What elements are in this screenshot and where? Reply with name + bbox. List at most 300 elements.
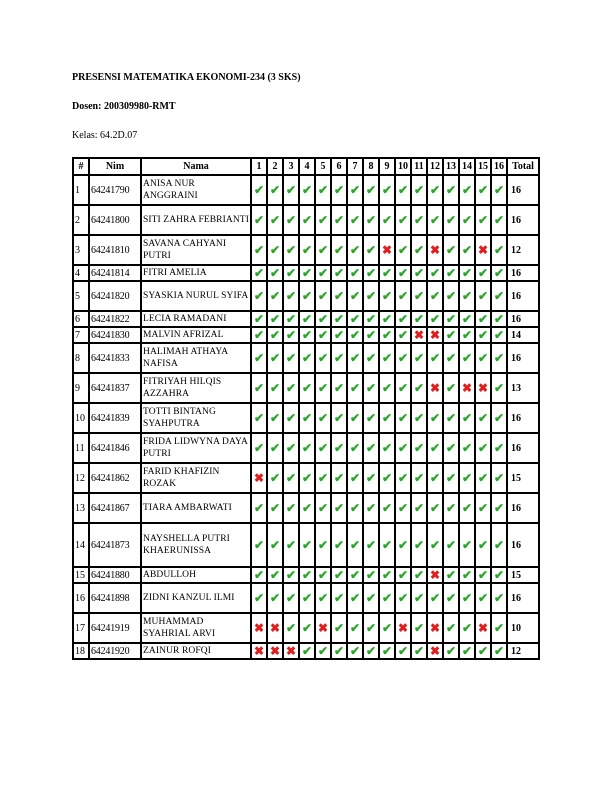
row-number: 4 [73, 265, 89, 281]
total-count: 12 [507, 235, 539, 265]
check-icon: ✔ [253, 568, 265, 582]
check-icon: ✔ [317, 381, 329, 395]
attendance-cell [443, 493, 459, 523]
total-count: 12 [507, 643, 539, 659]
check-icon: ✔ [253, 351, 265, 365]
check-icon: ✔ [397, 411, 409, 425]
attendance-cell [411, 643, 427, 659]
attendance-cell [299, 643, 315, 659]
attendance-cell [427, 373, 443, 403]
table-row [73, 433, 539, 463]
student-nim: 64241837 [89, 373, 141, 403]
col-header-session: 13 [443, 158, 459, 175]
check-icon: ✔ [285, 501, 297, 515]
attendance-cell [283, 463, 299, 493]
attendance-cell [427, 327, 443, 343]
attendance-cell [491, 311, 507, 327]
student-name: MUHAMMAD SYAHRIAL ARVI [141, 613, 251, 643]
attendance-cell [283, 373, 299, 403]
attendance-cell [315, 433, 331, 463]
check-icon: ✔ [493, 266, 505, 280]
attendance-cell [363, 643, 379, 659]
check-icon: ✔ [349, 213, 361, 227]
student-nim: 64241833 [89, 343, 141, 373]
check-icon: ✔ [477, 568, 489, 582]
check-icon: ✔ [317, 568, 329, 582]
attendance-cell [459, 433, 475, 463]
total-count: 10 [507, 613, 539, 643]
attendance-cell [283, 523, 299, 567]
attendance-cell [395, 463, 411, 493]
attendance-cell [299, 403, 315, 433]
check-icon: ✔ [365, 538, 377, 552]
attendance-cell [379, 373, 395, 403]
attendance-cell [251, 567, 267, 583]
check-icon: ✔ [413, 351, 425, 365]
cross-icon: ✖ [429, 243, 441, 257]
check-icon: ✔ [365, 591, 377, 605]
check-icon: ✔ [381, 501, 393, 515]
col-header-session: 9 [379, 158, 395, 175]
student-name: NAYSHELLA PUTRI KHAERUNISSA [141, 523, 251, 567]
attendance-cell [427, 493, 443, 523]
attendance-cell [331, 567, 347, 583]
check-icon: ✔ [285, 266, 297, 280]
attendance-cell [331, 265, 347, 281]
attendance-cell [459, 311, 475, 327]
check-icon: ✔ [445, 538, 457, 552]
check-icon: ✔ [397, 591, 409, 605]
check-icon: ✔ [301, 351, 313, 365]
attendance-cell [363, 567, 379, 583]
check-icon: ✔ [445, 441, 457, 455]
check-icon: ✔ [317, 471, 329, 485]
student-nim: 64241920 [89, 643, 141, 659]
table-row [73, 463, 539, 493]
attendance-cell [315, 373, 331, 403]
attendance-cell [443, 175, 459, 205]
attendance-cell [299, 175, 315, 205]
attendance-cell [315, 281, 331, 311]
check-icon: ✔ [349, 644, 361, 658]
check-icon: ✔ [349, 538, 361, 552]
attendance-cell [251, 235, 267, 265]
attendance-cell [347, 523, 363, 567]
attendance-cell [315, 403, 331, 433]
attendance-cell [267, 343, 283, 373]
attendance-cell [331, 175, 347, 205]
attendance-cell [299, 583, 315, 613]
check-icon: ✔ [269, 289, 281, 303]
attendance-cell [379, 403, 395, 433]
check-icon: ✔ [397, 471, 409, 485]
check-icon: ✔ [301, 328, 313, 342]
check-icon: ✔ [413, 266, 425, 280]
attendance-cell [411, 583, 427, 613]
cross-icon: ✖ [461, 381, 473, 395]
attendance-cell [491, 205, 507, 235]
student-name: LECIA RAMADANI [141, 311, 251, 327]
check-icon: ✔ [429, 213, 441, 227]
check-icon: ✔ [461, 266, 473, 280]
check-icon: ✔ [317, 266, 329, 280]
check-icon: ✔ [461, 621, 473, 635]
attendance-cell [443, 403, 459, 433]
attendance-cell [251, 175, 267, 205]
check-icon: ✔ [285, 183, 297, 197]
check-icon: ✔ [413, 538, 425, 552]
total-count: 15 [507, 567, 539, 583]
attendance-cell [475, 523, 491, 567]
check-icon: ✔ [333, 644, 345, 658]
attendance-cell [347, 493, 363, 523]
attendance-cell [459, 463, 475, 493]
table-row [73, 205, 539, 235]
col-header-session: 12 [427, 158, 443, 175]
attendance-cell [267, 311, 283, 327]
student-name: FITRI AMELIA [141, 265, 251, 281]
row-number: 3 [73, 235, 89, 265]
attendance-cell [395, 567, 411, 583]
attendance-cell [331, 311, 347, 327]
check-icon: ✔ [493, 351, 505, 365]
total-count: 16 [507, 523, 539, 567]
check-icon: ✔ [301, 441, 313, 455]
row-number: 17 [73, 613, 89, 643]
attendance-cell [315, 175, 331, 205]
attendance-cell [459, 235, 475, 265]
col-header-total: Total [507, 158, 539, 175]
attendance-cell [427, 235, 443, 265]
attendance-cell [379, 327, 395, 343]
attendance-cell [459, 373, 475, 403]
check-icon: ✔ [461, 501, 473, 515]
check-icon: ✔ [493, 381, 505, 395]
check-icon: ✔ [285, 312, 297, 326]
attendance-table [72, 157, 540, 660]
check-icon: ✔ [445, 501, 457, 515]
attendance-cell [395, 493, 411, 523]
attendance-cell [443, 281, 459, 311]
col-header-session: 10 [395, 158, 411, 175]
check-icon: ✔ [349, 289, 361, 303]
attendance-cell [411, 493, 427, 523]
check-icon: ✔ [349, 183, 361, 197]
check-icon: ✔ [397, 501, 409, 515]
attendance-cell [411, 463, 427, 493]
student-name: TIARA AMBARWATI [141, 493, 251, 523]
row-number: 13 [73, 493, 89, 523]
check-icon: ✔ [269, 213, 281, 227]
check-icon: ✔ [317, 411, 329, 425]
check-icon: ✔ [381, 312, 393, 326]
row-number: 10 [73, 403, 89, 433]
attendance-cell [267, 373, 283, 403]
table-row [73, 523, 539, 567]
check-icon: ✔ [253, 328, 265, 342]
check-icon: ✔ [301, 183, 313, 197]
check-icon: ✔ [413, 243, 425, 257]
check-icon: ✔ [253, 591, 265, 605]
attendance-cell [379, 523, 395, 567]
check-icon: ✔ [445, 591, 457, 605]
attendance-cell [299, 327, 315, 343]
check-icon: ✔ [493, 213, 505, 227]
attendance-cell [395, 235, 411, 265]
attendance-cell [299, 463, 315, 493]
col-header-no: # [73, 158, 89, 175]
check-icon: ✔ [333, 213, 345, 227]
attendance-cell [363, 583, 379, 613]
attendance-cell [363, 175, 379, 205]
check-icon: ✔ [493, 411, 505, 425]
attendance-cell [475, 281, 491, 311]
check-icon: ✔ [253, 441, 265, 455]
check-icon: ✔ [253, 266, 265, 280]
check-icon: ✔ [269, 538, 281, 552]
total-count: 13 [507, 373, 539, 403]
attendance-cell [267, 175, 283, 205]
check-icon: ✔ [285, 538, 297, 552]
attendance-cell [459, 583, 475, 613]
check-icon: ✔ [445, 213, 457, 227]
attendance-cell [251, 403, 267, 433]
attendance-cell [491, 493, 507, 523]
student-nim: 64241846 [89, 433, 141, 463]
check-icon: ✔ [349, 591, 361, 605]
student-nim: 64241898 [89, 583, 141, 613]
check-icon: ✔ [477, 501, 489, 515]
col-header-session: 2 [267, 158, 283, 175]
attendance-cell [267, 281, 283, 311]
attendance-cell [459, 327, 475, 343]
student-nim: 64241839 [89, 403, 141, 433]
check-icon: ✔ [461, 183, 473, 197]
check-icon: ✔ [461, 538, 473, 552]
check-icon: ✔ [317, 591, 329, 605]
attendance-cell [491, 463, 507, 493]
check-icon: ✔ [429, 501, 441, 515]
cross-icon: ✖ [397, 621, 409, 635]
check-icon: ✔ [333, 183, 345, 197]
col-header-session: 6 [331, 158, 347, 175]
check-icon: ✔ [413, 568, 425, 582]
attendance-cell [395, 433, 411, 463]
check-icon: ✔ [285, 289, 297, 303]
attendance-cell [459, 265, 475, 281]
table-row [73, 327, 539, 343]
check-icon: ✔ [333, 621, 345, 635]
check-icon: ✔ [285, 441, 297, 455]
attendance-cell [379, 235, 395, 265]
check-icon: ✔ [365, 644, 377, 658]
attendance-cell [491, 281, 507, 311]
attendance-cell [427, 311, 443, 327]
attendance-cell [267, 523, 283, 567]
check-icon: ✔ [429, 411, 441, 425]
attendance-cell [331, 281, 347, 311]
attendance-cell [299, 281, 315, 311]
attendance-cell [411, 265, 427, 281]
cross-icon: ✖ [429, 328, 441, 342]
attendance-cell [379, 583, 395, 613]
attendance-cell [411, 567, 427, 583]
check-icon: ✔ [365, 328, 377, 342]
attendance-cell [251, 311, 267, 327]
check-icon: ✔ [269, 381, 281, 395]
table-row [73, 493, 539, 523]
attendance-cell [331, 643, 347, 659]
attendance-cell [475, 643, 491, 659]
check-icon: ✔ [413, 591, 425, 605]
attendance-cell [475, 311, 491, 327]
attendance-cell [459, 567, 475, 583]
check-icon: ✔ [317, 441, 329, 455]
attendance-cell [267, 613, 283, 643]
attendance-cell [379, 175, 395, 205]
check-icon: ✔ [301, 501, 313, 515]
attendance-cell [347, 343, 363, 373]
attendance-cell [347, 235, 363, 265]
attendance-cell [315, 523, 331, 567]
attendance-cell [427, 205, 443, 235]
cross-icon: ✖ [253, 471, 265, 485]
check-icon: ✔ [269, 183, 281, 197]
attendance-cell [379, 567, 395, 583]
check-icon: ✔ [381, 183, 393, 197]
check-icon: ✔ [397, 351, 409, 365]
student-name: HALIMAH ATHAYA NAFISA [141, 343, 251, 373]
attendance-cell [363, 613, 379, 643]
row-number: 5 [73, 281, 89, 311]
check-icon: ✔ [445, 471, 457, 485]
attendance-cell [395, 327, 411, 343]
attendance-cell [283, 567, 299, 583]
attendance-cell [395, 281, 411, 311]
check-icon: ✔ [429, 289, 441, 303]
check-icon: ✔ [269, 266, 281, 280]
check-icon: ✔ [397, 644, 409, 658]
check-icon: ✔ [333, 441, 345, 455]
check-icon: ✔ [413, 471, 425, 485]
attendance-cell [283, 613, 299, 643]
check-icon: ✔ [461, 328, 473, 342]
check-icon: ✔ [269, 328, 281, 342]
check-icon: ✔ [429, 441, 441, 455]
check-icon: ✔ [461, 471, 473, 485]
student-nim: 64241880 [89, 567, 141, 583]
total-count: 16 [507, 175, 539, 205]
attendance-cell [475, 205, 491, 235]
attendance-cell [475, 583, 491, 613]
attendance-cell [475, 433, 491, 463]
student-name: ZIDNI KANZUL ILMI [141, 583, 251, 613]
check-icon: ✔ [301, 411, 313, 425]
check-icon: ✔ [397, 243, 409, 257]
attendance-cell [315, 463, 331, 493]
attendance-cell [251, 613, 267, 643]
cross-icon: ✖ [477, 381, 489, 395]
check-icon: ✔ [445, 621, 457, 635]
check-icon: ✔ [269, 441, 281, 455]
attendance-cell [331, 205, 347, 235]
total-count: 16 [507, 281, 539, 311]
check-icon: ✔ [317, 213, 329, 227]
col-header-session: 5 [315, 158, 331, 175]
attendance-cell [299, 433, 315, 463]
check-icon: ✔ [429, 351, 441, 365]
table-row [73, 265, 539, 281]
check-icon: ✔ [381, 411, 393, 425]
cross-icon: ✖ [477, 243, 489, 257]
attendance-cell [347, 311, 363, 327]
student-name: ZAINUR ROFQI [141, 643, 251, 659]
check-icon: ✔ [349, 441, 361, 455]
check-icon: ✔ [429, 266, 441, 280]
attendance-cell [283, 311, 299, 327]
attendance-cell [315, 493, 331, 523]
table-row [73, 311, 539, 327]
check-icon: ✔ [253, 213, 265, 227]
total-count: 16 [507, 265, 539, 281]
table-row [73, 373, 539, 403]
check-icon: ✔ [381, 538, 393, 552]
col-header-session: 16 [491, 158, 507, 175]
cross-icon: ✖ [413, 328, 425, 342]
check-icon: ✔ [445, 312, 457, 326]
check-icon: ✔ [253, 243, 265, 257]
check-icon: ✔ [493, 644, 505, 658]
check-icon: ✔ [285, 328, 297, 342]
total-count: 16 [507, 403, 539, 433]
attendance-cell [443, 567, 459, 583]
check-icon: ✔ [413, 312, 425, 326]
attendance-cell [299, 567, 315, 583]
check-icon: ✔ [253, 411, 265, 425]
row-number: 12 [73, 463, 89, 493]
attendance-cell [411, 403, 427, 433]
total-count: 16 [507, 493, 539, 523]
check-icon: ✔ [253, 538, 265, 552]
attendance-cell [491, 643, 507, 659]
cross-icon: ✖ [317, 621, 329, 635]
attendance-cell [363, 523, 379, 567]
attendance-cell [411, 343, 427, 373]
attendance-cell [251, 373, 267, 403]
check-icon: ✔ [317, 312, 329, 326]
check-icon: ✔ [333, 243, 345, 257]
attendance-cell [411, 281, 427, 311]
attendance-cell [299, 311, 315, 327]
table-row [73, 235, 539, 265]
student-name: SYASKIA NURUL SYIFA [141, 281, 251, 311]
student-name: ABDULLOH [141, 567, 251, 583]
check-icon: ✔ [413, 381, 425, 395]
check-icon: ✔ [461, 312, 473, 326]
check-icon: ✔ [365, 501, 377, 515]
check-icon: ✔ [285, 381, 297, 395]
attendance-cell [347, 373, 363, 403]
check-icon: ✔ [493, 621, 505, 635]
attendance-cell [363, 205, 379, 235]
attendance-cell [363, 235, 379, 265]
check-icon: ✔ [333, 289, 345, 303]
attendance-cell [475, 403, 491, 433]
check-icon: ✔ [445, 644, 457, 658]
check-icon: ✔ [493, 591, 505, 605]
attendance-cell [379, 281, 395, 311]
check-icon: ✔ [429, 538, 441, 552]
